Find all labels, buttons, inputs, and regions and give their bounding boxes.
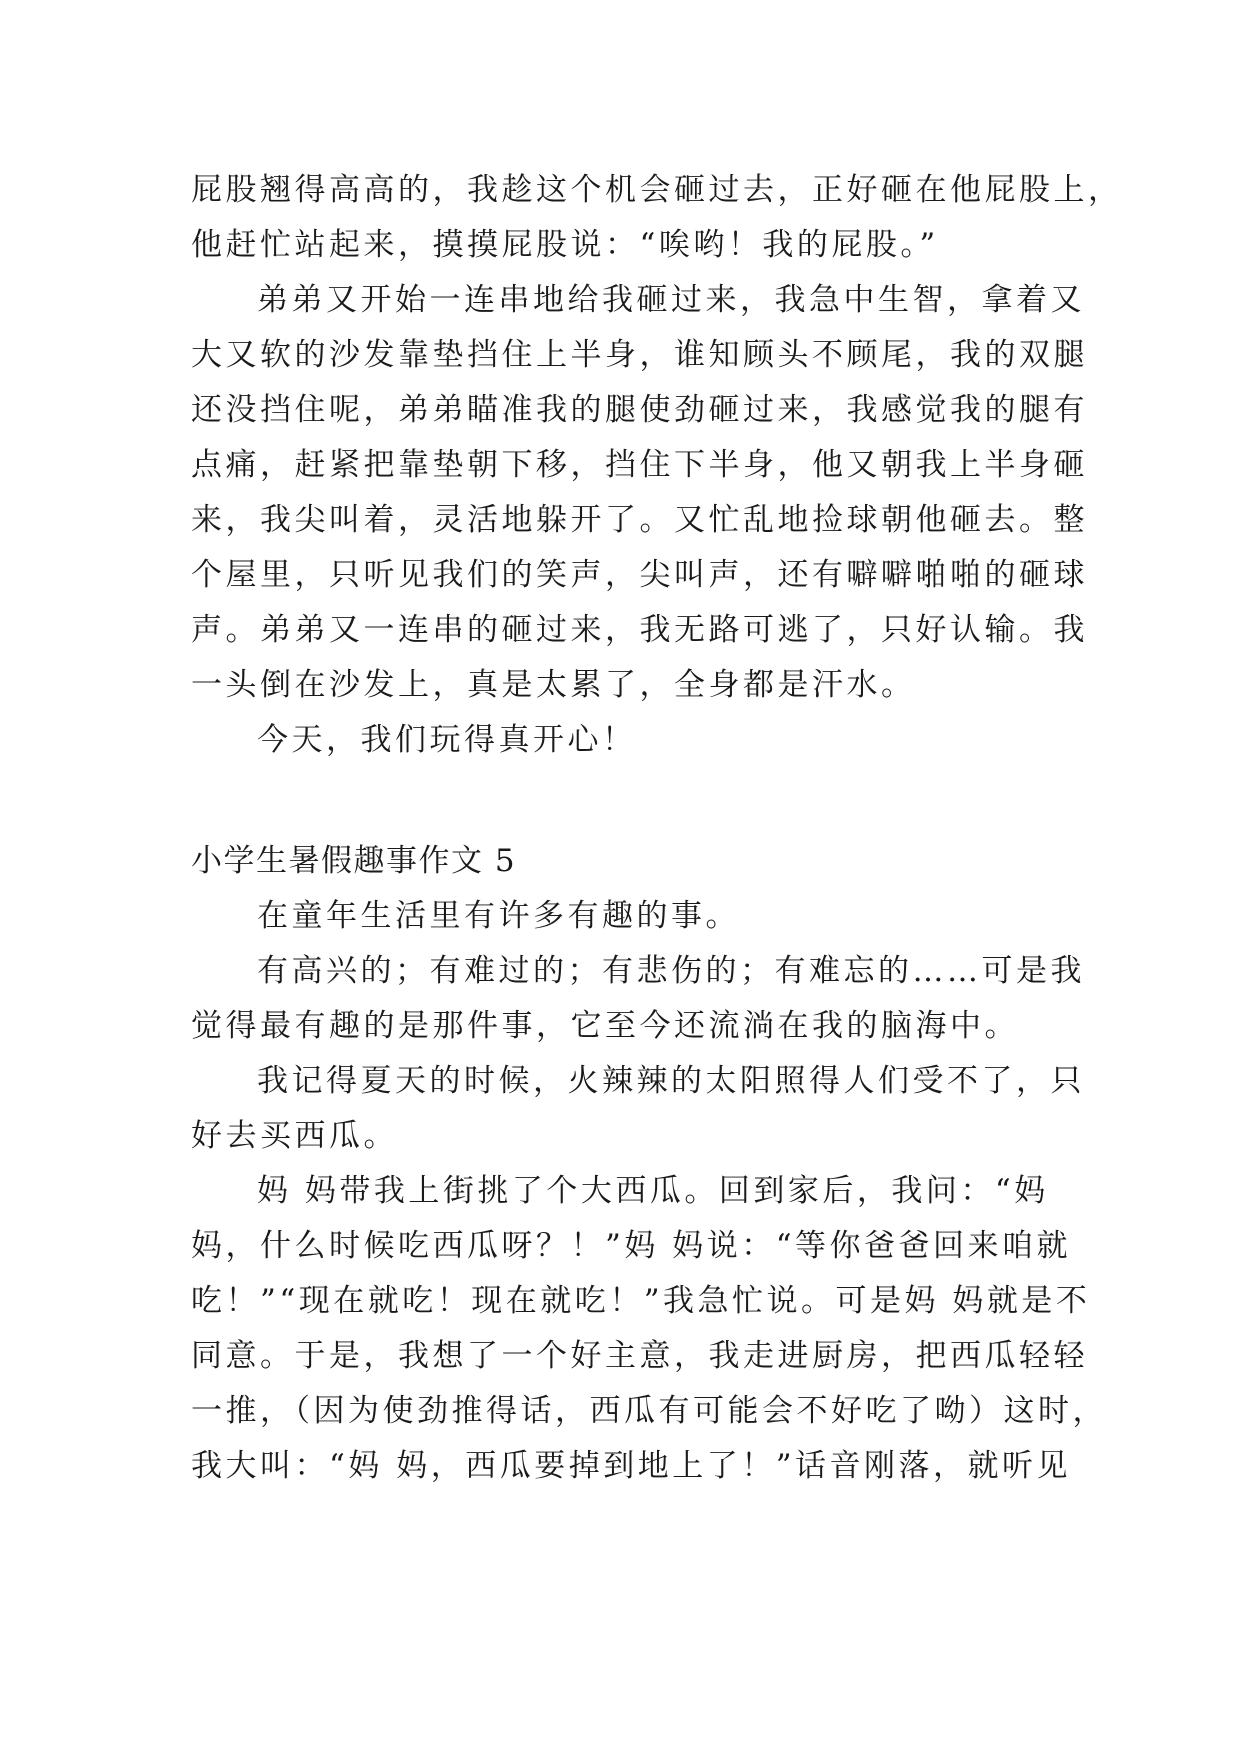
paragraph-first-line: 妈 妈带我上街挑了个大西瓜。回到家后，我问：“妈 bbox=[257, 1173, 1049, 1209]
text-line: 我大叫：“妈 妈，西瓜要掉到地上了！”话音刚落，就听见 bbox=[191, 1448, 1072, 1484]
paragraph-first-line: 弟弟又开始一连串地给我砸过来，我急中生智，拿着又 bbox=[257, 282, 1085, 318]
paragraph-first-line: 今天，我们玩得真开心！ bbox=[257, 722, 637, 758]
section-spacer bbox=[191, 768, 1061, 834]
text-line: 觉得最有趣的是那件事，它至今还流淌在我的脑海中。 bbox=[191, 1008, 1019, 1044]
text-line: 声。弟弟又一连串的砸过来，我无路可逃了，只好认输。我 bbox=[191, 612, 1088, 648]
text-line: 还没挡住呢，弟弟瞄准我的腿使劲砸过来，我感觉我的腿有 bbox=[191, 392, 1088, 428]
text-line: 大又软的沙发靠垫挡住上半身，谁知顾头不顾尾，我的双腿 bbox=[191, 337, 1088, 373]
text-line: 一头倒在沙发上，真是太累了，全身都是汗水。 bbox=[191, 667, 916, 703]
text-line: 同意。于是，我想了一个好主意，我走进厨房，把西瓜轻轻 bbox=[191, 1338, 1088, 1374]
paragraph-first-line: 在童年生活里有许多有趣的事。 bbox=[257, 898, 740, 934]
text-line: 好去买西瓜。 bbox=[191, 1118, 398, 1154]
text-line: 来，我尖叫着，灵活地躲开了。又忙乱地捡球朝他砸去。整 bbox=[191, 502, 1088, 538]
text-line: 点痛，赶紧把靠垫朝下移，挡住下半身，他又朝我上半身砸 bbox=[191, 447, 1088, 483]
text-line: 屁股翘得高高的，我趁这个机会砸过去，正好砸在他屁股上， bbox=[191, 172, 1123, 208]
paragraph-first-line: 有高兴的；有难过的；有悲伤的；有难忘的……可是我 bbox=[257, 953, 1085, 989]
text-line: 他赶忙站起来，摸摸屁股说：“唉哟！我的屁股。” bbox=[191, 227, 939, 263]
text-line: 一推，（因为使劲推得话，西瓜有可能会不好吃了呦）这时， bbox=[191, 1393, 1107, 1429]
essay-text bbox=[191, 163, 1123, 1494]
text-line: 妈，什么时候吃西瓜呀？！”妈 妈说：“等你爸爸回来咱就 bbox=[191, 1228, 1072, 1264]
text-line: 个屋里，只听见我们的笑声，尖叫声，还有噼噼啪啪的砸球 bbox=[191, 557, 1088, 593]
section-title: 小学生暑假趣事作文 5 bbox=[191, 843, 517, 879]
text-line: 吃！”“现在就吃！现在就吃！”我急忙说。可是妈 妈就是不 bbox=[191, 1283, 1091, 1319]
paragraph-first-line: 我记得夏天的时候，火辣辣的太阳照得人们受不了，只 bbox=[257, 1063, 1085, 1099]
